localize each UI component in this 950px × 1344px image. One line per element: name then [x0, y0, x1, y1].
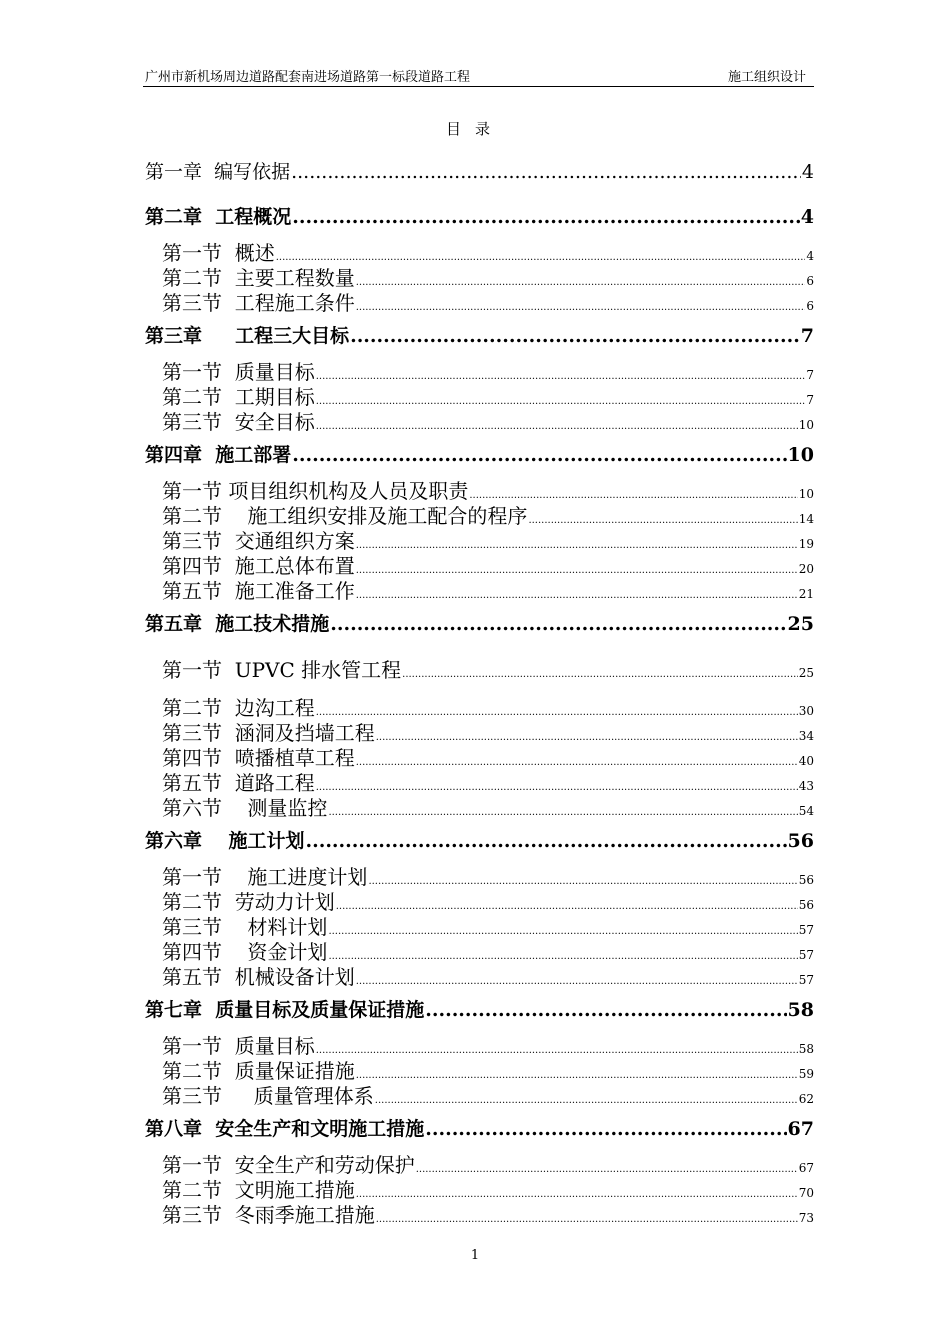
toc-entry-label: 第一节 质量目标: [162, 360, 315, 384]
toc-entry-label: 第二节 质量保证措施: [162, 1059, 355, 1083]
toc-chapter-entry[interactable]: [145, 826, 814, 853]
toc-leader-dots: [305, 830, 786, 852]
toc-leader-dots: [292, 444, 786, 466]
toc-chapter-entry[interactable]: [145, 440, 814, 467]
toc-entry-label: 第五节 机械设备计划: [162, 965, 355, 989]
toc-entry-page: 30: [798, 704, 814, 718]
toc-leader-dots: [425, 999, 786, 1021]
toc-entry-page: 34: [798, 729, 814, 743]
toc-entry-page: 7: [806, 368, 814, 382]
toc-entry-label: 第四节 施工总体布置: [162, 554, 355, 578]
toc-entry-page: 6: [806, 274, 814, 288]
toc-leader-dots: [356, 302, 806, 313]
toc-entry-page: 43: [798, 779, 814, 793]
toc-section-entry[interactable]: [162, 1199, 814, 1228]
toc-leader-dots: [292, 206, 800, 228]
toc-entry-label: 第五节 施工准备工作: [162, 579, 355, 603]
toc-chapter-entry[interactable]: [145, 321, 814, 348]
toc-leader-dots: [350, 325, 800, 347]
toc-chapter-entry[interactable]: [145, 1114, 814, 1141]
toc-entry-label: 第五节 道路工程: [162, 771, 315, 795]
toc-entry-page: 7: [806, 393, 814, 407]
toc-leader-dots: [291, 161, 801, 183]
toc-entry-label: 第一节 施工进度计划: [162, 865, 368, 889]
toc-entry-label: 第四章 施工部署: [145, 444, 292, 466]
toc-entry-label: 第六节 测量监控: [162, 796, 328, 820]
toc-entry-label: 第六章 施工计划: [145, 830, 305, 852]
toc-entry-label: 第三节 材料计划: [162, 915, 328, 939]
toc-leader-dots: [425, 1118, 786, 1140]
toc-section-entry[interactable]: [162, 406, 814, 435]
toc-entry-label: 第三节 涵洞及挡墙工程: [162, 721, 375, 745]
toc-entry-page: 57: [798, 923, 814, 937]
toc-entry-page: 25: [787, 613, 814, 635]
toc-entry-label: 第三节 工程施工条件: [162, 291, 355, 315]
toc-entry-label: 第二节 边沟工程: [162, 696, 315, 720]
toc-entry-page: 20: [798, 562, 814, 576]
toc-entry-label: 第七章 质量目标及质量保证措施: [145, 999, 425, 1021]
header-project-title: 广州市新机场周边道路配套南进场道路第一标段道路工程: [145, 70, 471, 85]
toc-entry-page: 62: [798, 1092, 814, 1106]
toc-entry-page: 7: [800, 325, 814, 347]
toc-entry-label: 第二节 工期目标: [162, 385, 315, 409]
toc-entry-label: 第一节 质量目标: [162, 1034, 315, 1058]
toc-entry-label: 第二章 工程概况: [145, 206, 292, 228]
toc-leader-dots: [356, 590, 798, 601]
toc-entry-label: 第四节 喷播植草工程: [162, 746, 355, 770]
toc-entry-label: 第二节 文明施工措施: [162, 1178, 355, 1202]
toc-leader-dots: [376, 1214, 798, 1225]
toc-leader-dots: [330, 613, 786, 635]
page-number: 1: [470, 1248, 480, 1263]
toc-entry-label: 第一章 编写依据: [145, 161, 291, 183]
toc-entry-label: 第八章 安全生产和文明施工措施: [145, 1118, 425, 1140]
toc-entry-page: 4: [801, 161, 814, 183]
toc-entry-page: 73: [798, 1211, 814, 1225]
toc-entry-page: 10: [787, 444, 814, 466]
toc-entry-page: 70: [798, 1186, 814, 1200]
header-doc-type: 施工组织设计: [727, 70, 806, 85]
toc-leader-dots: [375, 1095, 798, 1106]
toc-entry-label: 第四节 资金计划: [162, 940, 328, 964]
toc-chapter-entry[interactable]: [145, 157, 814, 184]
toc-entry-page: 58: [798, 1042, 814, 1056]
toc-entry-page: 67: [798, 1161, 814, 1175]
toc-leader-dots: [356, 976, 798, 987]
toc-entry-page: 10: [798, 418, 814, 432]
toc-chapter-entry[interactable]: [145, 202, 814, 229]
toc-entry-page: 67: [787, 1118, 814, 1140]
toc-section-entry[interactable]: [162, 575, 814, 604]
toc-entry-label: 第二节 劳动力计划: [162, 890, 335, 914]
toc-entry-label: 第五章 施工技术措施: [145, 613, 330, 635]
toc-entry-label: 第三节 质量管理体系: [162, 1084, 374, 1108]
toc-entry-page: 10: [798, 487, 814, 501]
toc-section-entry[interactable]: [162, 1080, 814, 1109]
toc-entry-page: 21: [798, 587, 814, 601]
toc-entry-page: 56: [787, 830, 814, 852]
toc-section-entry[interactable]: [162, 792, 814, 821]
toc-section-entry[interactable]: [162, 287, 814, 316]
toc-entry-page: 54: [798, 804, 814, 818]
toc-entry-label: 第二节 主要工程数量: [162, 266, 355, 290]
toc-entry-page: 56: [798, 873, 814, 887]
toc-entry-page: 57: [798, 948, 814, 962]
toc-entry-page: 58: [787, 999, 814, 1021]
toc-entry-page: 59: [798, 1067, 814, 1081]
toc-entry-label: 第二节 施工组织安排及施工配合的程序: [162, 504, 528, 528]
toc-title: 目录: [445, 120, 504, 138]
toc-entry-label: 第一节 项目组织机构及人员及职责: [162, 479, 469, 503]
toc-entry-label: 第一节 安全生产和劳动保护: [162, 1153, 415, 1177]
toc-leader-dots: [402, 669, 798, 680]
toc-entry-label: 第三节 交通组织方案: [162, 529, 355, 553]
toc-leader-dots: [316, 421, 798, 432]
toc-entry-page: 56: [798, 898, 814, 912]
toc-entry-page: 6: [806, 299, 814, 313]
toc-section-entry[interactable]: [162, 961, 814, 990]
toc-entry-page: 40: [798, 754, 814, 768]
toc-chapter-entry[interactable]: [145, 609, 814, 636]
toc-entry-page: 4: [800, 206, 814, 228]
toc-entry-page: 57: [798, 973, 814, 987]
toc-entry-page: 4: [806, 249, 814, 263]
toc-entry-label: 第三节 冬雨季施工措施: [162, 1203, 375, 1227]
toc-entry-label: 第三节 安全目标: [162, 410, 315, 434]
toc-entry-page: 25: [798, 666, 814, 680]
toc-leader-dots: [328, 807, 797, 818]
toc-entry-label: 第一节 概述: [162, 241, 275, 265]
toc-chapter-entry[interactable]: [145, 995, 814, 1022]
toc-entry-label: 第三章 工程三大目标: [145, 325, 350, 347]
toc-section-entry[interactable]: [162, 654, 814, 683]
toc-entry-page: 14: [798, 512, 814, 526]
toc-entry-label: 第一节 UPVC 排水管工程: [162, 658, 402, 682]
toc-entry-page: 19: [798, 537, 814, 551]
